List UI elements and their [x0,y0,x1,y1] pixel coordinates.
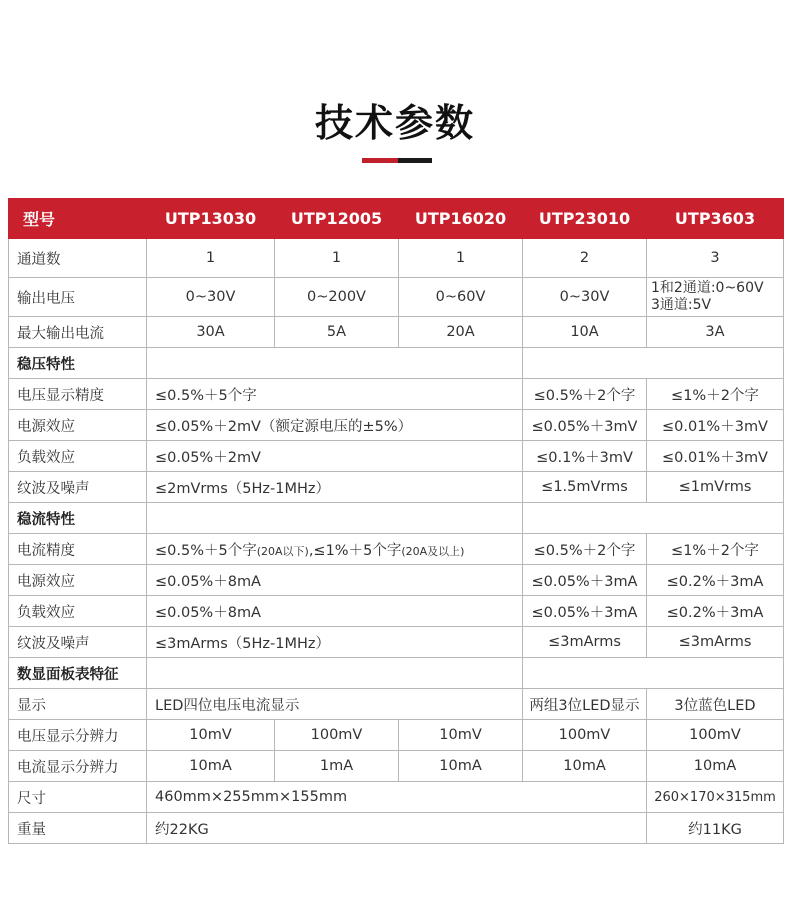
table-row [9,317,784,348]
cell: ≤0.05%＋3mA [523,596,647,627]
cell [523,503,784,534]
header-model: UTP23010 [523,199,647,239]
cell: 2 [523,239,647,278]
underline-red-segment [362,158,398,163]
header-label: 型号 [9,199,147,239]
row-label: 电源效应 [9,410,147,441]
cell: 0~200V [275,278,399,317]
table-row [9,441,784,472]
header-model: UTP3603 [647,199,784,239]
cell-text: ≤0.5%＋5个字 [155,542,257,559]
section-row [9,503,784,534]
cell: ≤0.05%＋3mV [523,410,647,441]
row-label: 负载效应 [9,441,147,472]
row-label: 纹波及噪声 [9,627,147,658]
cell: 1mA [275,751,399,782]
row-label: 电压显示分辨力 [9,720,147,751]
cell: 3位蓝色LED [647,689,784,720]
cell: ≤3mArms [647,627,784,658]
cell: ≤1.5mVrms [523,472,647,503]
table-row [9,813,784,844]
cell-line: 1和2通道:0~60V [651,280,764,296]
cell: 1 [147,239,275,278]
table-row [9,565,784,596]
table-row [9,627,784,658]
cell: 20A [399,317,523,348]
header-model: UTP13030 [147,199,275,239]
cell: 1 [399,239,523,278]
table-row [9,534,784,565]
cell-note: (20A以下) [256,544,309,558]
cell: 0~60V [399,278,523,317]
cell: ≤0.05%＋8mA [147,565,523,596]
cell: ≤0.2%＋3mA [647,596,784,627]
cell: ≤3mArms [523,627,647,658]
row-label: 尺寸 [9,782,147,813]
table-row [9,689,784,720]
cell: LED四位电压电流显示 [147,689,523,720]
cell [147,503,523,534]
cell: 100mV [647,720,784,751]
section-row [9,348,784,379]
cell-note: (20A及以上) [401,544,465,558]
title-underline [362,158,432,163]
cell [147,534,523,565]
cell: 10mV [399,720,523,751]
cell: 约11KG [647,813,784,844]
table-row [9,410,784,441]
cell: 1 [275,239,399,278]
underline-dark-segment [398,158,432,163]
header-model: UTP16020 [399,199,523,239]
row-label: 输出电压 [9,278,147,317]
cell: ≤0.5%＋2个字 [523,534,647,565]
cell: 100mV [275,720,399,751]
cell: 10mA [523,751,647,782]
section-label: 稳流特性 [9,503,147,534]
row-label: 显示 [9,689,147,720]
cell: ≤0.01%＋3mV [647,441,784,472]
cell: ≤1%＋2个字 [647,379,784,410]
cell: 3A [647,317,784,348]
cell: 10mA [647,751,784,782]
cell: ≤0.05%＋2mV [147,441,523,472]
row-label: 电源效应 [9,565,147,596]
cell: ≤2mVrms（5Hz-1MHz） [147,472,523,503]
cell: ≤0.1%＋3mV [523,441,647,472]
cell: 100mV [523,720,647,751]
page-title: 技术参数 [314,101,475,145]
section-label: 稳压特性 [9,348,147,379]
table-header-row [9,199,784,239]
cell: 0~30V [523,278,647,317]
table-row [9,720,784,751]
row-label: 纹波及噪声 [9,472,147,503]
cell [523,348,784,379]
table-row [9,379,784,410]
row-label: 通道数 [9,239,147,278]
cell: 约22KG [147,813,647,844]
cell: 0~30V [147,278,275,317]
cell: 10A [523,317,647,348]
table-row [9,782,784,813]
spec-table [8,198,784,844]
table-row [9,278,784,317]
cell: ≤0.5%＋2个字 [523,379,647,410]
cell: 3 [647,239,784,278]
row-label: 电流精度 [9,534,147,565]
row-label: 电流显示分辨力 [9,751,147,782]
row-label: 重量 [9,813,147,844]
cell: 5A [275,317,399,348]
cell [147,348,523,379]
cell: 10mA [147,751,275,782]
row-label: 最大输出电流 [9,317,147,348]
cell: 10mA [399,751,523,782]
table-row [9,472,784,503]
table-row [9,751,784,782]
cell: ≤0.2%＋3mA [647,565,784,596]
cell: ≤0.05%＋2mV（额定源电压的±5%） [147,410,523,441]
cell-text: ,≤1%＋5个字 [308,542,402,559]
cell: 460mm×255mm×155mm [147,782,647,813]
row-label: 电压显示精度 [9,379,147,410]
cell: ≤1%＋2个字 [647,534,784,565]
table-row [9,239,784,278]
cell: 两组3位LED显示 [523,689,647,720]
section-label: 数显面板表特征 [9,658,147,689]
cell: ≤3mArms（5Hz-1MHz） [147,627,523,658]
table-row [9,596,784,627]
cell: ≤0.05%＋8mA [147,596,523,627]
cell: ≤0.05%＋3mA [523,565,647,596]
cell [523,658,784,689]
cell [147,658,523,689]
cell: ≤0.5%＋5个字 [147,379,523,410]
header-model: UTP12005 [275,199,399,239]
cell: 30A [147,317,275,348]
cell [647,278,784,317]
cell: ≤0.01%＋3mV [647,410,784,441]
cell-line: 3通道:5V [651,297,712,313]
row-label: 负载效应 [9,596,147,627]
section-row [9,658,784,689]
cell: 260×170×315mm [647,782,784,813]
cell: ≤1mVrms [647,472,784,503]
cell: 10mV [147,720,275,751]
